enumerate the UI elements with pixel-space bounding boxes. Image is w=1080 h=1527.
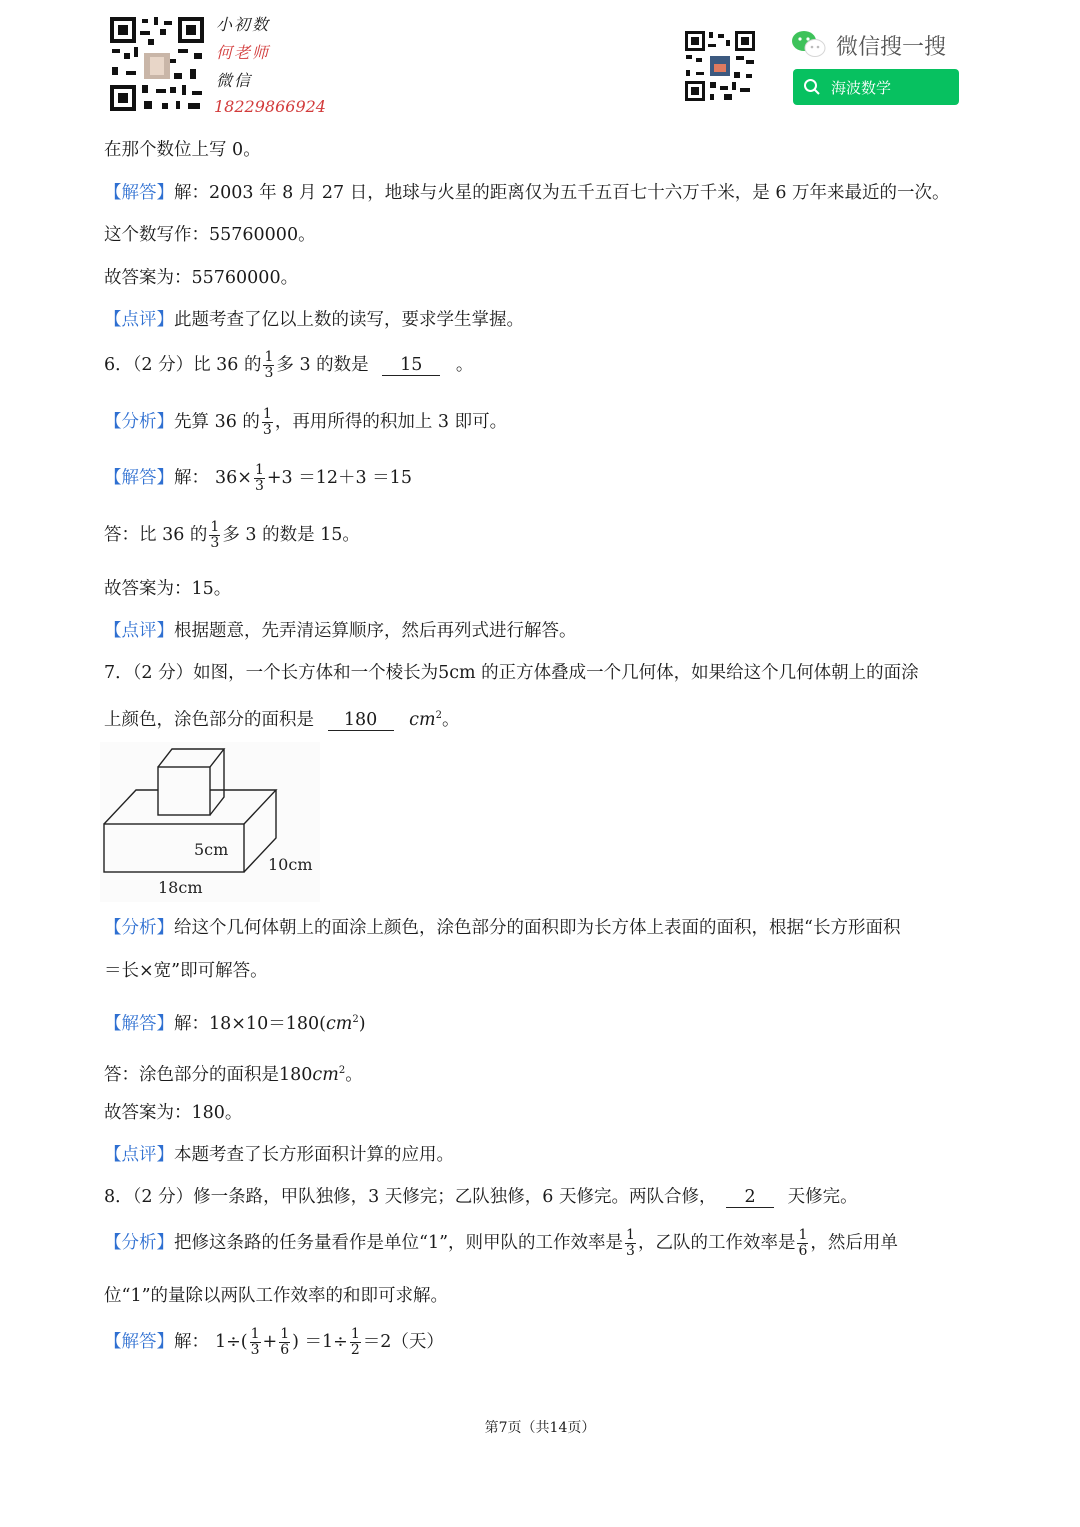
comment-line: 【点评】根据题意，先弄清运算顺序，然后再列式进行解答。 [104,621,577,641]
tag-analysis: 【分析】 [104,918,174,938]
label-10cm: 10cm [268,855,313,874]
text-line: 这个数写作：55760000。 [104,225,316,245]
fraction: $\frac{1}{3}$ [262,406,272,438]
text-line: 在那个数位上写 0。 [104,140,261,160]
fraction: $\frac{1}{6}$ [798,1227,808,1259]
tag-comment: 【点评】 [104,621,174,641]
analysis-line: 【分析】给这个几何体朝上的面涂上颜色，涂色部分的面积即为长方体上表面的面积，根据“长方形面积 [104,918,901,938]
handwritten-line-1: 小初数 [216,15,271,34]
analysis-line: 【分析】先算 36 的 $\frac{1}{3}$ ，再用所得的积加上 3 即可。 [104,406,508,438]
fraction: $\frac{1}{3}$ [210,519,220,551]
qr-code-right [684,30,756,102]
handwritten-line-3: 微信 [216,71,253,90]
comment-line: 【点评】此题考查了亿以上数的读写，要求学生掌握。 [104,310,524,330]
handwritten-line-2: 何老师 [216,43,271,62]
fraction: $\frac{1}{2}$ [350,1326,360,1358]
tag-answer: 【解答】 [104,468,174,488]
label-18cm: 18cm [158,878,203,897]
answer-blank: 15 [382,355,440,376]
question-7-line-1: 7．（2 分）如图，一个长方体和一个棱长为5cm 的正方体叠成一个几何体，如果给这个几何体朝上的面涂 [104,663,919,683]
text-line: 故答案为：15。 [104,579,232,599]
geometry-figure [100,742,320,902]
question-7-line-2: 上颜色，涂色部分的面积是 180 $cm^2$。 [104,709,460,730]
reply-line: 答：比 36 的 $\frac{1}{3}$ 多 3 的数是 15。 [104,519,360,551]
solution-line: 【解答】解：$18\times 10=180(cm^2)$ [104,1013,366,1034]
analysis-line: 【分析】把修这条路的任务量看作是单位“1”，则甲队的工作效率是 $\frac{1}{3}$ ，乙队的工作效率是 $\frac{1}{6}$ ，然后用单 [104,1227,898,1259]
handwritten-phone: 18229866924 [214,97,326,116]
tag-comment: 【点评】 [104,1145,174,1165]
fraction: $\frac{1}{3}$ [264,349,274,381]
label-5cm: 5cm [194,840,229,859]
tag-answer: 【解答】 [104,1013,174,1034]
wechat-search-button-label: 海波数学 [831,78,892,97]
answer-line: 【解答】解：2003 年 8 月 27 日，地球与火星的距离仅为五千五百七十六万千米，是 6 万年来最近的一次。 [104,183,950,203]
tag-analysis: 【分析】 [104,412,174,432]
fraction: $\frac{1}{3}$ [626,1227,635,1259]
wechat-search-title: 微信搜一搜 [836,35,947,60]
page-footer: 第7页（共14页） [484,1420,596,1436]
text-line: 故答案为：55760000。 [104,268,299,288]
reply-line: 答：涂色部分的面积是$180cm^2$。 [104,1064,363,1085]
tag-answer: 【解答】 [104,183,174,203]
question-8: 8．（2 分）修一条路，甲队独修，3 天修完；乙队独修，6 天修完。两队合修， 2 天修完。 [104,1187,858,1207]
answer-blank: 2 [726,1187,774,1208]
wechat-icon [791,30,827,58]
tag-answer: 【解答】 [104,1332,174,1352]
fraction: $\frac{1}{3}$ [250,1326,260,1358]
tag-analysis: 【分析】 [104,1233,174,1253]
solution-line: 【解答】解： 36× $\frac{1}{3}$ +3 ＝12＋3 ＝15 [104,462,412,494]
tag-comment: 【点评】 [104,310,174,330]
comment-line: 【点评】本题考查了长方形面积计算的应用。 [104,1145,454,1165]
analysis-line-2: ＝长×宽”即可解答。 [104,961,268,981]
fraction: $\frac{1}{3}$ [254,462,264,494]
text-line: 故答案为：180。 [104,1103,243,1123]
analysis-line-2: 位“1”的量除以两队工作效率的和即可求解。 [104,1286,449,1306]
solution-line: 【解答】解： 1÷( $\frac{1}{3}$ + $\frac{1}{6}$ ) ＝1÷ $\frac{1}{2}$ ＝2（天） [104,1326,444,1358]
answer-blank: 180 [328,710,394,731]
wechat-search-button[interactable] [793,69,959,105]
qr-code-left [108,15,206,113]
question-6: 6．（2 分）比 36 的 $\frac{1}{3}$ 多 3 的数是 15 。 [104,349,474,381]
search-icon [803,78,821,96]
fraction: $\frac{1}{6}$ [280,1326,290,1358]
